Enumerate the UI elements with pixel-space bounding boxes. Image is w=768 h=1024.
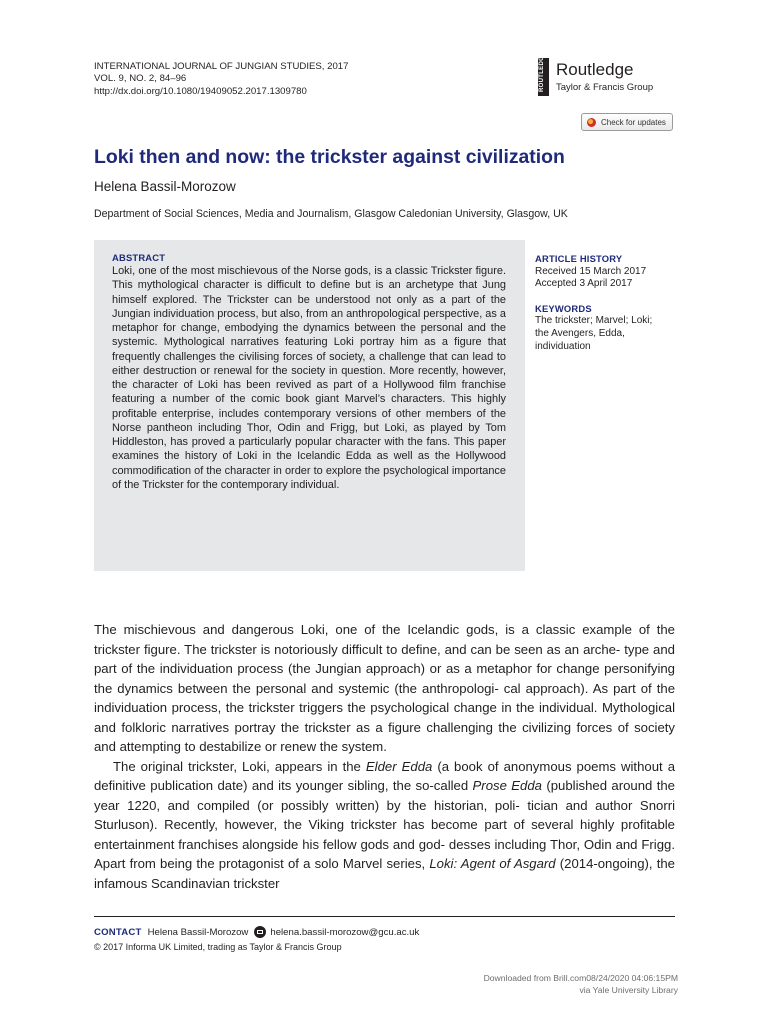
contact-email-link[interactable]: helena.bassil-morozow@gcu.ac.uk bbox=[270, 926, 420, 938]
abstract-box bbox=[94, 240, 525, 571]
crossmark-icon bbox=[587, 118, 596, 127]
contact-line bbox=[94, 926, 419, 938]
publisher-logo bbox=[532, 51, 682, 100]
download-line: via Yale University Library bbox=[579, 985, 678, 996]
keywords-line: The trickster; Marvel; Loki; bbox=[535, 315, 653, 327]
keywords-block bbox=[535, 303, 685, 353]
body-text bbox=[94, 620, 675, 893]
footer-divider bbox=[94, 916, 675, 917]
body-text-span: (a book of anonymous poems without a definitive publication date) and its younger sibling, the so-called bbox=[94, 758, 675, 793]
italic-title-loki-agent: Loki: Agent of Asgard bbox=[429, 856, 556, 871]
publisher-name: Routledge bbox=[556, 60, 634, 79]
accepted-date: Accepted 3 April 2017 bbox=[535, 278, 633, 290]
received-date: Received 15 March 2017 bbox=[535, 265, 647, 277]
contact-label: CONTACT bbox=[94, 926, 142, 938]
article-sidebar bbox=[535, 253, 685, 353]
body-text-span: (2014-ongoing), the infamous Scandinavian trickster bbox=[94, 856, 675, 891]
keywords-heading: KEYWORDS bbox=[535, 302, 592, 314]
body-paragraph-1: The mischievous and dangerous Loki, one of the Icelandic gods, is a classic example of the trickster figure. The trickster is notoriously difficult to define, and can be seen as an arche- type and part of the individuation process (the Jungian approach) or as a metaphor for change personifying the dynamics between the personal and systemic (the anthropologi- cal approach). As part of the individuation process, the trickster triggers the psychological change in the individual. Mythological and folkloric narratives portray the trickster as a figure challenging the civilizing forces of society and attempting to destabilize or renew the system. bbox=[94, 622, 675, 754]
body-paragraph-2 bbox=[94, 757, 675, 894]
article-history-heading: ARTICLE HISTORY bbox=[535, 253, 623, 264]
email-icon bbox=[254, 926, 266, 938]
author-name: Helena Bassil-Morozow bbox=[94, 179, 236, 194]
body-text-span: (published around the year 1220, and compiled (or possibly written) by the historian, poli- tician and author Snorri Sturluson). Recently, however, the Viking trickster has become part of several highly profitable entertainment franchises alongside his fellow gods and god- desses including Thor, Odin and Frigg. Apart from being the protagonist of a solo Marvel series, bbox=[94, 778, 675, 871]
body-text-span: The original trickster, Loki, appears in the bbox=[113, 758, 366, 774]
abstract-heading: ABSTRACT bbox=[112, 252, 166, 263]
volume-issue: VOL. 9, NO. 2, 84–96 bbox=[94, 73, 187, 85]
copyright-notice: © 2017 Informa UK Limited, trading as Taylor & Francis Group bbox=[94, 942, 342, 952]
contact-name: Helena Bassil-Morozow bbox=[147, 926, 249, 938]
check-for-updates-button[interactable] bbox=[581, 113, 673, 131]
keywords-line: individuation bbox=[535, 340, 591, 352]
journal-citation bbox=[94, 61, 348, 98]
article-title: Loki then and now: the trickster against civilization bbox=[94, 146, 565, 168]
italic-title-prose-edda: Prose Edda bbox=[472, 778, 542, 793]
italic-title-elder-edda: Elder Edda bbox=[365, 758, 433, 774]
keywords-line: the Avengers, Edda, bbox=[535, 327, 625, 339]
logo-bar-text: ROUTLEDGE bbox=[539, 51, 545, 92]
routledge-logo-icon bbox=[538, 51, 549, 96]
author-affiliation: Department of Social Sciences, Media and Journalism, Glasgow Caledonian University, Glasgow, UK bbox=[94, 208, 568, 220]
download-watermark bbox=[484, 972, 678, 997]
doi-link[interactable]: http://dx.doi.org/10.1080/19409052.2017.1309780 bbox=[94, 85, 307, 97]
check-for-updates-label: Check for updates bbox=[601, 117, 666, 127]
download-line: Downloaded from Brill.com08/24/2020 04:06:15PM bbox=[483, 973, 678, 983]
abstract-text: Loki, one of the most mischievous of the Norse gods, is a classic Trickster figure. This mythological character is difficult to define but is an archetype that Jung himself explored. The Trickster can be understood not only as a part of the Jungian individuation process, but also, from an anthropological perspective, as a metaphor for change, embodying the dynamics between the personal and the systemic. Mythological narratives featuring Loki portray him as a figure that frequently challenges the civilising forces of society, a challenge that can lead to either destruction or renewal for the society in question. More recently, however, the character of Loki has been revived as part of a Hollywood film franchise featuring a number of the comic book giant Marvel’s characters. This highly profitable enterprise, includes contemporary versions of other members of the Norse pantheon including Thor, Odin and Frigg, but Loki, as played by Tom Hiddleston, has proved a particularly popular character with the fans. This paper examines the history of Loki in the Icelandic Edda as well as the Hollywood commodification of the character in order to explore the psychological importance of the Trickster for the contemporary individual. bbox=[112, 265, 506, 491]
publisher-group: Taylor & Francis Group bbox=[556, 82, 654, 93]
journal-name: INTERNATIONAL JOURNAL OF JUNGIAN STUDIES, 2017 bbox=[94, 61, 349, 72]
